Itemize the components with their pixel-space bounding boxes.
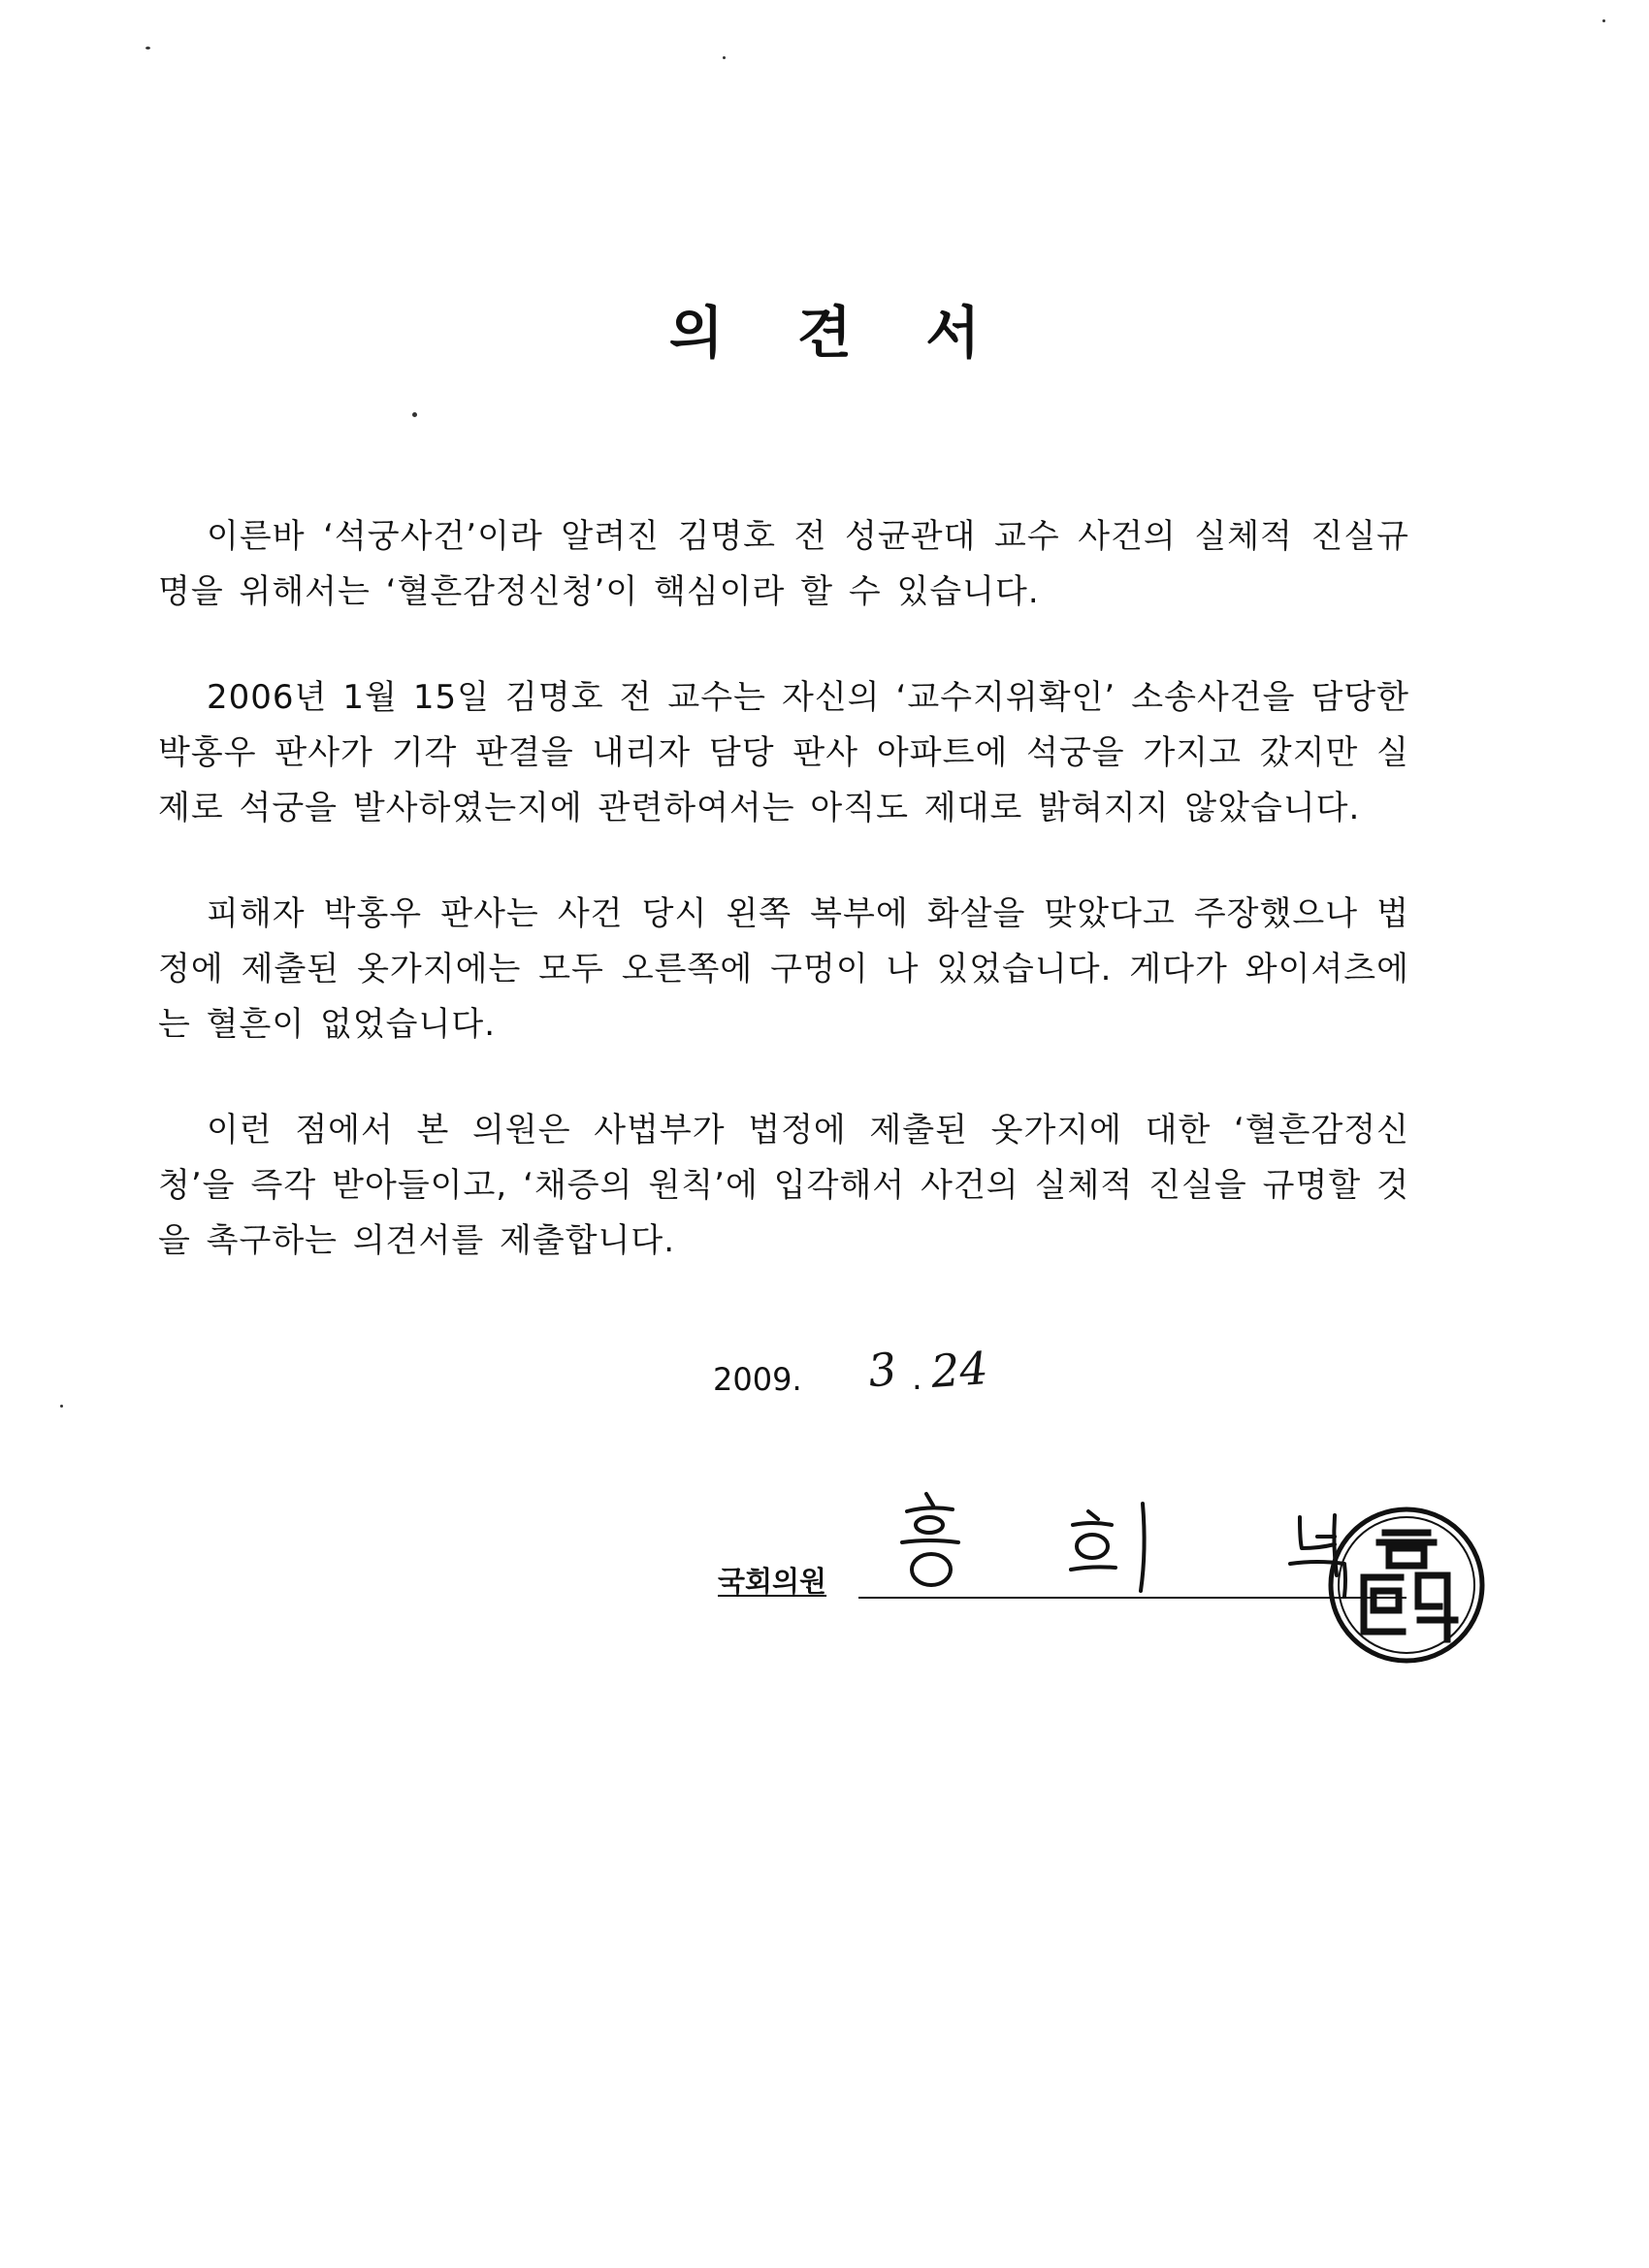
scan-speck xyxy=(146,47,150,49)
scan-speck xyxy=(723,56,726,59)
document-title: 의 견 서 xyxy=(668,300,1008,366)
document-body xyxy=(158,509,1409,1319)
date-month-handwritten: 3 xyxy=(865,1342,900,1398)
paragraph-4: 이런 점에서 본 의원은 사법부가 법정에 제출된 옷가지에 대한 ‘혈흔감정신청’을 즉각 받아들이고, ‘채증의 원칙’에 입각해서 사건의 실체적 진실을 규명할 것을 촉구하는 의견서를 제출합니다. xyxy=(158,1111,1409,1260)
scan-speck xyxy=(412,412,417,417)
date-printed: 2009. xyxy=(713,1361,802,1398)
paragraph-2: 2006년 1월 15일 김명호 전 교수는 자신의 ‘교수지위확인’ 소송사건을 담당한 박홍우 판사가 기각 판결을 내리자 담당 판사 아파트에 석궁을 가지고 갔지만 실제로 석궁을 발사하였는지에 관련하여서는 아직도 제대로 밝혀지지 않았습니다. xyxy=(158,678,1409,827)
signature-block xyxy=(718,1474,1513,1688)
date-separator: . xyxy=(912,1359,922,1398)
paragraph-1: 이른바 ‘석궁사건’이라 알려진 김명호 전 성균관대 교수 사건의 실체적 진실규명을 위해서는 ‘혈흔감정신청’이 핵심이라 할 수 있습니다. xyxy=(158,517,1409,611)
paragraph-3: 피해자 박홍우 판사는 사건 당시 왼쪽 복부에 화살을 맞았다고 주장했으나 법정에 제출된 옷가지에는 모두 오른쪽에 구멍이 나 있었습니다. 게다가 와이셔츠에는 혈흔이 없었습니다. xyxy=(158,894,1409,1044)
document-date xyxy=(713,1344,1043,1411)
date-day-handwritten: 24 xyxy=(929,1342,990,1398)
signer-role: 국회의원 xyxy=(718,1565,827,1598)
scan-speck xyxy=(60,1405,63,1408)
official-seal xyxy=(1325,1504,1488,1667)
scan-speck xyxy=(1602,19,1605,22)
